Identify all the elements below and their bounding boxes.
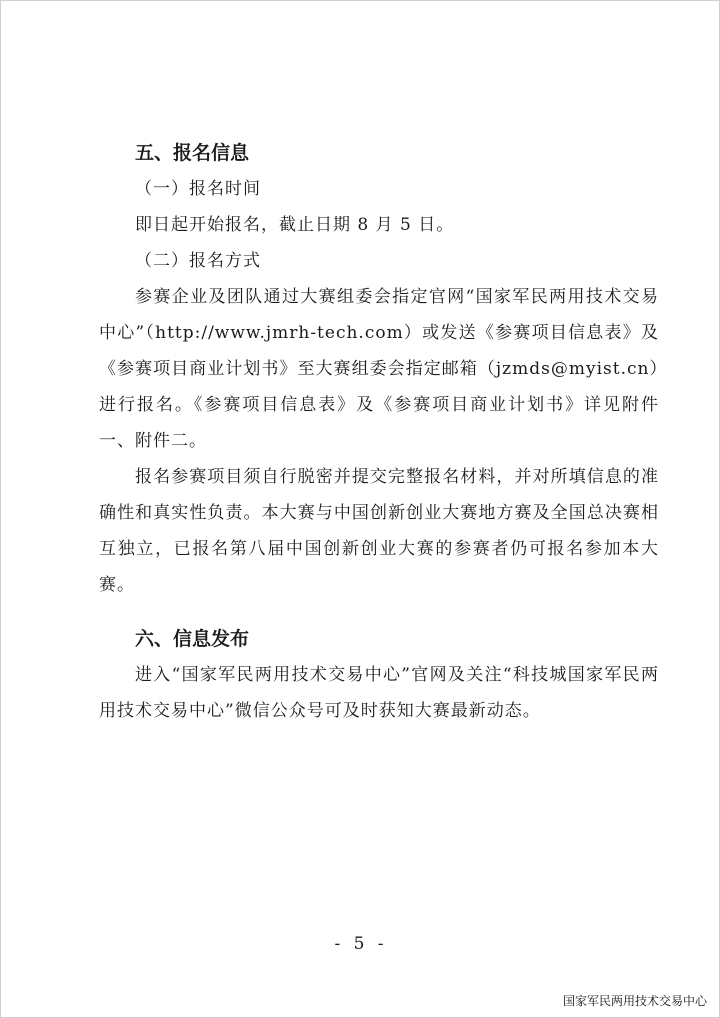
document-body <box>99 135 659 729</box>
paragraph-registration-method: 参赛企业及团队通过大赛组委会指定官网“国家军民两用技术交易中心”（http://www.jmrh-tech.com）或发送《参赛项目信息表》及《参赛项目商业计划书》至大赛组委会指定邮箱（jzmds@myist.cn）进行报名。《参赛项目信息表》及《参赛项目商业计划书》详见附件一、附件二。 <box>99 287 659 451</box>
section-spacer <box>99 603 659 621</box>
page-number: - 5 - <box>334 934 388 954</box>
section-heading-information-release: 六、信息发布 <box>135 628 250 650</box>
section-heading-registration: 五、报名信息 <box>135 142 250 164</box>
paragraph-information-release: 进入“国家军民两用技术交易中心”官网及关注“科技城国家军民两用技术交易中心”微信公众号可及时获知大赛最新动态。 <box>99 665 659 721</box>
subheading-registration-method: （二）报名方式 <box>135 251 261 271</box>
subheading-registration-time: （一）报名时间 <box>135 179 261 199</box>
paragraph-registration-deadline: 即日起开始报名，截止日期 8 月 5 日。 <box>135 215 455 235</box>
paragraph-registration-requirements: 报名参赛项目须自行脱密并提交完整报名材料，并对所填信息的准确性和真实性负责。本大赛与中国创新创业大赛地方赛及全国总决赛相互独立，已报名第八届中国创新创业大赛的参赛者仍可报名参加本大赛。 <box>99 467 659 595</box>
source-watermark: 国家军民两用技术交易中心 <box>562 994 707 1008</box>
